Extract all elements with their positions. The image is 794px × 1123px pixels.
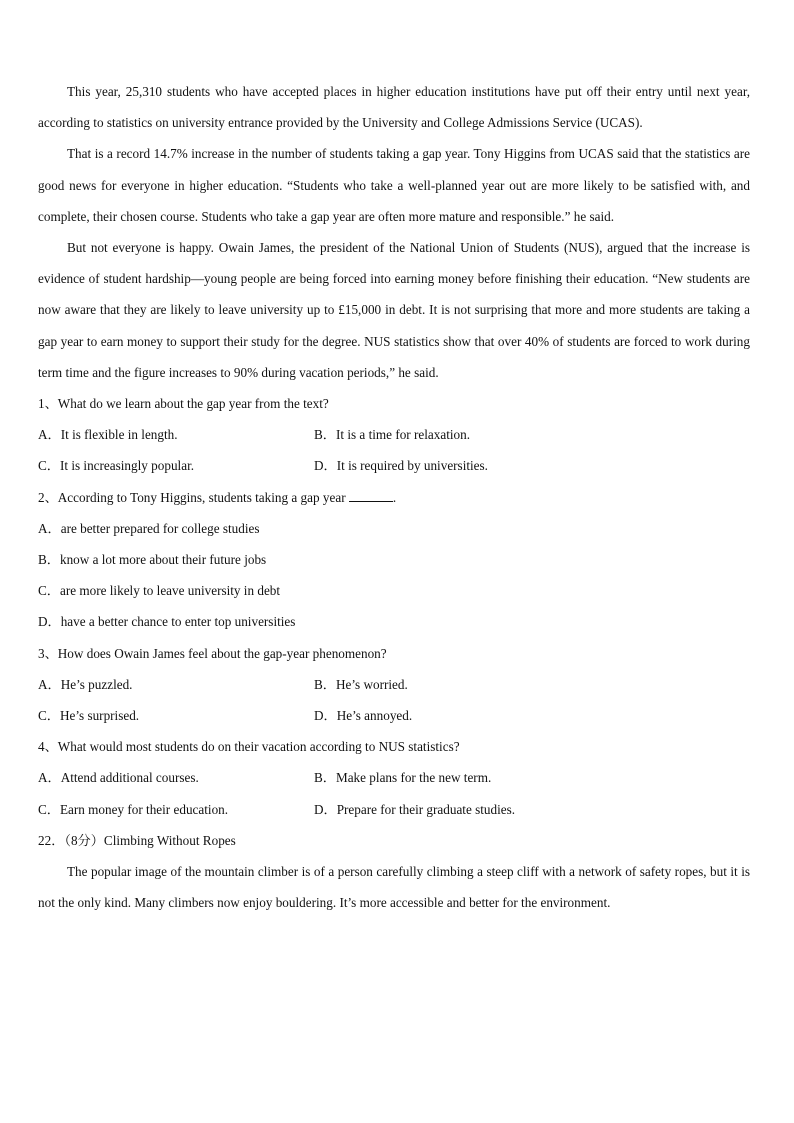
question-3-option-c: C．He’s surprised.: [38, 708, 140, 724]
question-1-options-row-1: [38, 419, 750, 450]
question-4-option-a: A．Attend additional courses.: [38, 770, 199, 786]
section-22-heading: 22．（8分）Climbing Without Ropes: [38, 832, 236, 848]
question-2-stem-line: [38, 482, 750, 513]
passage-paragraph-1: This year, 25,310 students who have accepted places in higher education institutions have put off their entry until next year, according to statistics on university entrance provided by the University and College Admissions Service (UCAS).: [38, 84, 750, 131]
document-page: [38, 76, 750, 918]
section-22-paragraph: The popular image of the mountain climber is of a person carefully climbing a steep cliff with a network of safety ropes, but it is not the only kind. Many climbers now enjoy bouldering. It’s more accessible and better for the environment.: [38, 864, 750, 911]
passage-paragraph-2: That is a record 14.7% increase in the number of students taking a gap year. Tony Higgins from UCAS said that the statistics are good news for everyone in higher education. “Students who take a well-planned year out are more likely to be satisfied with, and complete, their chosen course. Students who take a gap year are often more mature and responsible.” he said.: [38, 146, 750, 224]
question-4-stem: 4、What would most students do on their vacation according to NUS statistics?: [38, 739, 460, 755]
question-3-options-row-2: [38, 700, 750, 731]
question-1-option-a: A．It is flexible in length.: [38, 427, 178, 443]
question-3-option-b: B．He’s worried.: [314, 676, 408, 692]
question-2-option-b: B．know a lot more about their future jobs: [38, 552, 267, 568]
question-2-option-d: D．have a better chance to enter top universities: [38, 614, 296, 630]
question-3-option-d: D．He’s annoyed.: [314, 708, 413, 724]
question-2-option-a: A．are better prepared for college studies: [38, 520, 260, 536]
answer-blank: [349, 489, 393, 502]
question-4-option-b: B．Make plans for the new term.: [314, 770, 492, 786]
question-1-option-d: D．It is required by universities.: [314, 458, 488, 474]
question-2-stem-end: .: [392, 489, 397, 505]
passage-paragraph-3: But not everyone is happy. Owain James, the president of the National Union of Students (NUS), argued that the increase is evidence of student hardship—young people are being forced into earning money before finishing their education. “New students are now aware that they are likely to leave university up to £15,000 in debt. It is not surprising that more and more students are taking a gap year to earn money to support their study for the degree. NUS statistics show that over 40% of students are forced to work during term time and the figure increases to 90% during vacation periods,” he said.: [38, 240, 750, 380]
question-1-options-row-2: [38, 450, 750, 481]
question-3-stem: 3、How does Owain James feel about the gap-year phenomenon?: [38, 645, 387, 661]
question-2-stem: 2、According to Tony Higgins, students taking a gap year: [38, 489, 346, 505]
question-3-options-row-1: [38, 669, 750, 700]
question-1-stem: 1、What do we learn about the gap year from the text?: [38, 396, 329, 412]
question-3-option-a: A．He’s puzzled.: [38, 676, 133, 692]
question-1-option-b: B．It is a time for relaxation.: [314, 427, 471, 443]
question-4-options-row-2: [38, 794, 750, 825]
question-4-option-d: D．Prepare for their graduate studies.: [314, 801, 516, 817]
question-4-options-row-1: [38, 762, 750, 793]
question-1-option-c: C．It is increasingly popular.: [38, 458, 195, 474]
question-2-option-c: C．are more likely to leave university in debt: [38, 583, 281, 599]
question-4-option-c: C．Earn money for their education.: [38, 801, 229, 817]
